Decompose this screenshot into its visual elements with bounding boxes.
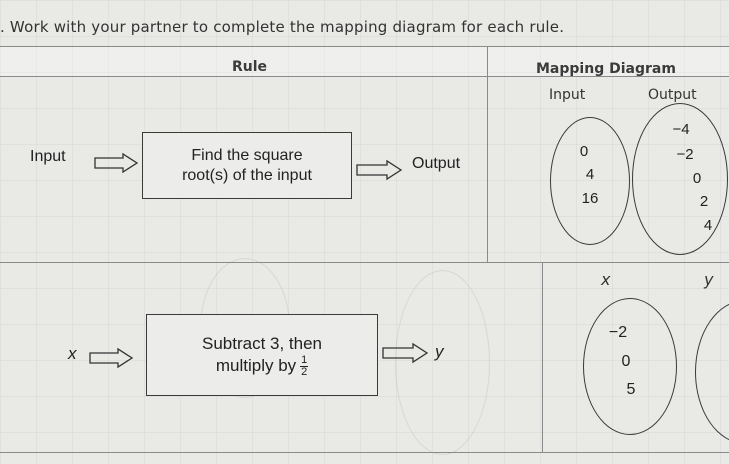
map1-input-value: 0 (579, 143, 589, 160)
map2-input-value: 5 (626, 381, 636, 398)
map1-output-value: −4 (672, 121, 690, 138)
column-divider-bottom (542, 262, 543, 452)
table-top-border (0, 46, 729, 47)
row1-output-label: Output (412, 155, 461, 172)
arrow-icon (93, 152, 139, 174)
map1-input-value: 16 (581, 190, 599, 207)
map2-output-oval (695, 300, 729, 444)
map2-input-value: 0 (621, 353, 631, 370)
map1-output-value: 4 (703, 217, 713, 234)
map1-output-label: Output (648, 87, 697, 103)
rule2-line2-text: multiply by (215, 356, 297, 375)
rule1-line2: root(s) of the input (182, 166, 312, 184)
arrow-icon (88, 347, 134, 369)
fraction-one-half (300, 355, 308, 378)
header-rule: Rule (232, 59, 268, 75)
arrow-icon (355, 159, 403, 181)
fraction-numerator: 1 (301, 353, 308, 366)
table-bottom-border (0, 452, 729, 453)
map2-input-label: x (601, 270, 611, 289)
row2-input-label: x (68, 344, 77, 363)
map1-input-label: Input (549, 87, 586, 103)
rule1-box (142, 132, 352, 199)
arrow-icon (381, 342, 429, 364)
column-divider-top (487, 46, 488, 262)
rule2-line2 (216, 355, 308, 378)
header-mapping-diagram: Mapping Diagram (536, 61, 676, 77)
map1-output-value: 2 (699, 193, 709, 210)
rule2-box (146, 314, 378, 396)
row1-input-label: Input (30, 148, 66, 165)
instruction-text: . Work with your partner to complete the mapping diagram for each rule. (0, 18, 565, 36)
row2-output-label: y (435, 342, 444, 361)
map2-output-label: y (704, 270, 714, 289)
map1-output-value: −2 (676, 146, 694, 163)
map1-input-value: 4 (585, 166, 595, 183)
map1-output-value: 0 (692, 170, 702, 187)
row-divider (0, 262, 729, 263)
rule2-line1: Subtract 3, then (201, 333, 323, 353)
map2-input-value: −2 (608, 324, 628, 341)
rule1-line1: Find the square (191, 146, 303, 164)
fraction-denominator: 2 (301, 365, 308, 378)
